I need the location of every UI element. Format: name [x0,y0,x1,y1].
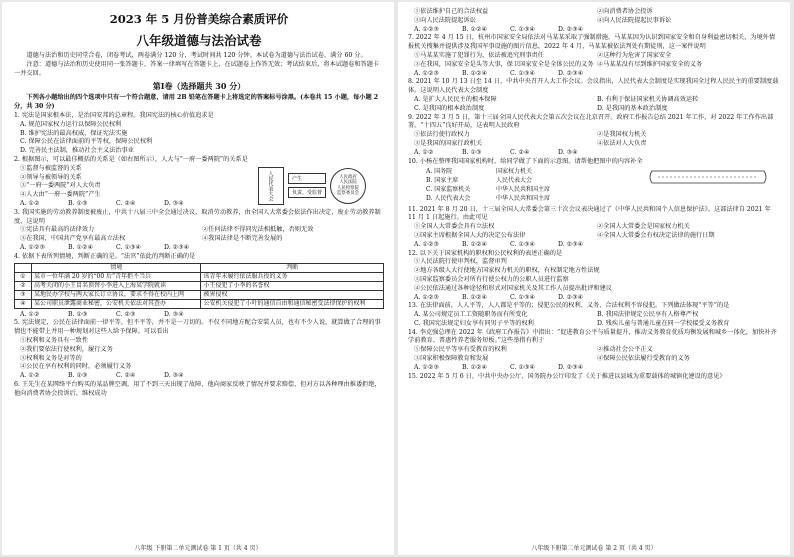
answer-choice: C. ①③④ [510,69,536,77]
question-6 [14,381,384,399]
intro-paragraph-1: 道德与法治和历史同堂合卷，闭卷考试，两卷满分 120 分，考试时间共 120 分钟。本试卷为道德与法治试卷，满分 60 分。 [26,52,367,59]
option: ③国家主席根据全国人大的决定公布法律 [414,231,526,239]
exam-page-right [398,2,790,555]
answer-choice: B. ①②④ [462,25,488,33]
table-cell: ① [15,272,32,281]
answer-choice: C. ②④ [116,199,136,207]
mapping-right: 人民代表大会 [496,177,533,185]
answer-choice: D. ③④ [164,310,184,318]
diagram-organ: 人民法院 [339,180,357,186]
mapping-left: C. 国家监察机关 [426,185,471,193]
scroll-diagram [648,168,768,186]
answer-choice: D. ③④ [164,372,184,380]
option: D. 残疾儿童与普通儿童在同一学校接受义务教育 [597,319,730,327]
question-stem: 12. 以下关于国家机构的职权和公民权利的表述正确的是 [408,249,563,257]
answer-choice: C. ①③④ [510,293,536,301]
question-5 [14,319,384,381]
question-stem: 11. 2021 年 8 月 20 日，十三届全国人大常委会第三十次会议表决通过了《中华人民共和国个人信息保护法》。这部法律自 2021 年 11 月 1 日起施行。由此可见 [408,205,771,222]
table-cell: 某地民办学校与两大家长订立协议，要求不得在校内上网 [32,290,201,299]
diagram-relation-label: 产生 [288,173,326,184]
table-cell: ② [15,281,32,290]
answer-choices [408,294,780,303]
option: D. 是我国的基本政治制度 [597,104,668,112]
option: ④马某某没有尽到维护国家安全的义务 [597,60,703,68]
mapping-left: A. 国务院 [426,168,453,176]
option: ①全国人大常委会具有立法权 [414,223,495,231]
question-6-continued [408,8,780,34]
question-13 [408,302,780,328]
exam-subtitle: 八年级道德与法治试卷 [136,33,262,48]
option: ②我们要依法行使权利，履行义务 [20,345,113,353]
answer-choice: A. ①② [20,199,40,207]
option: A. 某公司规定员工工资随职务而有所变化 [414,311,528,319]
answer-choices [408,364,780,373]
option: C. 保障公民在法律面前的平等权，保障公民权利 [20,138,153,146]
option: C. 是我国的根本政治制度 [414,104,485,112]
table-cell: 该青年未履行依法服兵役的义务 [201,272,384,281]
answer-choices [408,241,780,250]
answer-choice: D. ②③④ [558,69,584,77]
option: ④公民依法通过各种途径和形式对国家机关及其工作人员提出批评和建议 [414,284,612,292]
option: ①保障公民平等享有受教育的权利 [414,346,507,354]
answer-choice: C. ①③④ [510,25,536,33]
option: ④全国人大常委会有权决定法律的施行日期 [597,231,715,239]
mapping-right: 中华人民共和国主席 [496,194,551,202]
option: ③是我国的国家行政机关 [414,139,483,147]
question-12 [408,250,780,303]
answer-choice: B. ①②④ [462,293,488,301]
option: ③国家积极保障教育和发展 [414,355,489,363]
answer-choice: A. ①② [20,310,40,318]
option: ④依法对人大负责 [597,139,647,147]
option: ②任何法律不得同宪法相抵触，否则无效 [202,226,314,234]
table-cell: 某公司职员泄露商业秘密，公安机关依法对其查办 [32,299,201,308]
option: ③在我国，中国共产党享有最高立法权 [20,235,126,243]
answer-choices [14,311,384,320]
option: A. 是扩大人民民主的根本保障 [414,95,497,103]
table-row [15,290,384,299]
option: ②是我国权力机关 [597,131,647,139]
table-cell: ③ [15,290,32,299]
answer-choice: C. ①③④ [510,240,536,248]
option: ①依法维护自己的合法权益 [414,8,489,15]
table-cell: ④ [15,299,32,308]
option: A. 规范国家权力运行以保障公民权利 [20,120,122,128]
page-footer: 八年级 下册第二单元测试卷 第 1 页（共 4 页） [134,545,262,552]
table-header-row [15,263,384,272]
case-table [14,263,384,309]
question-15 [408,373,780,382]
answer-choice: B. ①③ [462,148,482,156]
option: ①权利和义务具有一致性 [20,336,89,344]
option: ①监督与被监督的关系 [20,164,82,172]
question-14 [408,329,780,373]
diagram-organs-circle [330,168,366,204]
answer-choice: A. ①②③ [20,243,46,251]
option: ①马某某实施了犯罪行为，依法被追究刑事责任 [414,51,544,59]
diagram-relations [288,173,326,198]
option: ③权利和义务是对等的 [20,354,82,362]
diagram-organ: 人民检察院 [337,185,359,191]
option: ③在我国，国家安全是头等大事，保卫国家安全是全体公民的义务 [414,60,594,68]
table-cell: 小王侵犯了小李的名誉权 [201,281,384,290]
mapping-right: 中华人民共和国主席 [496,185,551,193]
option: B. 我国法律规定公民享有人格尊严权 [597,311,699,319]
option: ②推动社会公平正义 [597,346,653,354]
table-row [15,281,384,290]
question-stem: 7. 2022 年 4 月 15 日，杭州市国家安全局依法对马某某采取了强制措施，马某某因为认识到国家安全和自身利益密切相关，为境外情报机关搜集并提供涉及我国军事设施的图片信息，2022 年 4 月，马某某被依法判处有期徒刑，这一案件说明 [408,34,776,51]
option: ③国家监察委员会对所有行使公权力的公职人员进行监察 [414,275,569,283]
question-8 [408,78,780,113]
answer-choice: A. ①②③ [414,25,440,33]
question-stem: 14. 李克强总理在 2022 年《政府工作报告》中指出：“促进教育公平与质量提升，推动义务教育优质均衡发展和城乡一体化，加快补齐学前教育、普惠性养老服务短板。”这些举措有利于 [408,328,777,345]
answer-choice: D. ③④ [558,148,578,156]
table-cell: 高考关闭的小王冒名顶替小李进入上海某学院就读 [32,281,201,290]
question-4 [14,253,384,320]
answer-choice: C. ②④ [116,372,136,380]
answer-choice: A. ①② [20,372,40,380]
question-stem: 10. 小杨在整理我国国家机构时，给同学做了下面的示意图。请帮他把图中的内容补全 [408,157,643,165]
answer-choice: D. ②③④ [558,25,584,33]
question-9 [408,114,780,158]
answer-choice: D. ②③④ [164,243,190,251]
option: D. 完善民主法制，推动社会主义法治事业 [20,147,134,155]
option: ①人民法院行使审判权，监督审判 [414,258,507,266]
answer-choice: B. ①②④ [68,243,94,251]
diagram-npc-box: 人民代表大会 [258,167,284,205]
table-cell: 公安机关侵犯了小叶的通信自由和通信秘密受法律保护的权利 [201,299,384,308]
question-stem: 9. 2022 年 3 月 5 日，第十三届全国人民代表大会第五次会议在北京召开。政府工作报告总结 2021 年工作，对 2022 年工作作出部署。“十四五”良好开局，这表明人民政府 [408,113,774,130]
question-stem: 4. 依据下表所列情境，判断正确的是。“法官”依此的判断正确的是 [14,252,196,260]
question-stem: 15. 2022 年 5 月 6 日，中共中央办公厅、国务院办公厅印发了《关于推进以县城为重要载体的城镇化建设的意见》 [408,372,726,380]
mapping-left: D. 人民代表大会 [426,194,471,202]
answer-choice: D. ②③④ [558,363,584,371]
question-stem: 13. 在法律面前，人人平等，人人都是平等的；侵犯公民的权利、义务，合法权利不容侵犯。下列做法体现“平等”的是 [408,302,730,310]
question-stem: 8. 2021 年 10 月 13 日至 14 日，中共中央召开人大工作会议。会议指出，人民代表大会制度是实现我国全过程人民民主的重要制度载体。这说明人民代表大会制度 [408,78,779,95]
answer-choice: D. ②③④ [558,293,584,301]
option: ④公民在享有权利的同时，必须履行义务 [20,363,132,371]
intro-paragraph-2: 注意：道德与法治和历史使用同一张答题卡，答案一律填写在答题卡上，在试题卷上作答无效；考试结束后，将本试题卷和答题卡一并交回。 [14,60,380,77]
answer-choice: A. ①②③ [414,240,440,248]
diagram-organ: 人民政府 [339,174,357,180]
answer-choice: C. ①③④ [116,243,142,251]
option: ②向消费者协会投诉 [597,8,653,15]
exam-page-left [2,2,394,555]
question-2 [14,156,384,209]
question-3 [14,209,384,253]
diagram-organ: 监察委员会 [337,191,359,197]
answer-choice: B. ①③ [68,372,88,380]
answer-choice: A. ①②③ [414,363,440,371]
mapping-left: B. 国家主席 [426,177,459,185]
mapping-row [426,186,780,195]
answer-choice: B. ①②④ [462,240,488,248]
option: ②领导与被领导的关系 [20,173,82,181]
option: ②全国人大常委会是国家权力机关 [597,223,690,231]
answer-choice: C. ②③ [116,310,136,318]
exam-title: 2023 年 5 月份普美综合素质评价 [109,12,289,26]
answer-choice: B. ①③ [68,199,88,207]
question-stem: 5. 宪法规定，公民在法律面前一律平等，但不平等，并不是一刀切的。不仅不同地方配合安装人员，也有不少人说，就算做了合理的事情也不能带上并用一种规划对这些人给予保障。可以看出 [14,319,381,336]
option: B. 有利于保证国家机关协调高效运转 [597,95,699,103]
option: ②这种行为危害了国家安全 [597,51,672,59]
mapping-right: 国家权力机关 [496,168,533,176]
answer-choice: D. ②③④ [558,240,584,248]
option: ③向人民法院提起诉讼 [414,16,476,24]
option: ②地方各级人大行使地方国家权力机关的职权，有权制定地方性法规 [414,267,600,275]
answer-choice: C. ①③④ [510,363,536,371]
answer-choices [408,149,780,158]
question-10 [408,158,780,204]
diagram-relation-label: 负责、受监督 [288,187,326,198]
option: ④向人民法院提起民事诉讼 [597,16,672,24]
answer-choice: C. ②④ [510,148,530,156]
option: ④人大由“一府一委两院”产生 [20,191,101,199]
option: ④我国法律是不断完善发展的 [202,235,283,243]
question-stem: 3. 我国实施的劳动教养制度被废止，中共十八届三中全会通过决议，取消劳动教养，由全国人大常委会依法作出决定，废止劳动教养制度，这说明 [14,208,381,225]
question-11 [408,206,780,250]
question-stem: 6. 王先生在某网络平台购买的某品牌空调，用了不到三天出现了故障，他向商家反映了情况并要求赔偿，但对方以各种理由推诿拒绝，他向消费者协会投诉后，维权成功 [14,380,381,397]
table-header: 判断 [201,263,384,272]
question-stem: 2. 根据图示，可以最佳概括的关系是（如右图所示），人大与“一府一委两院”的关系是 [14,155,248,163]
answer-choices [14,372,384,381]
table-row [15,299,384,308]
answer-choice: A. ①②③ [414,69,440,77]
option: C. 我国宪法规定妇女享有同男子平等的权利 [414,319,534,327]
section-heading: 第Ⅰ卷（选择题共 30 分） [152,81,246,92]
answer-choice: B. ①②④ [462,363,488,371]
table-cell: 被害侵权 [201,290,384,299]
question-1 [14,112,384,156]
option: B. 维护宪法的最高权威，保证宪法实施 [20,129,128,137]
answer-choice: B. ①②④ [462,69,488,77]
option: ③“一府一委两院”对人大负责 [20,182,101,190]
table-row [15,272,384,281]
option: ④保障公民依法履行受教育的义务 [597,355,690,363]
question-stem: 1. 宪法是国家根本法，是治国安邦的总章程。我国宪法的核心价值追求是 [14,111,214,119]
table-cell: 某市一位年满 20 岁的“00 后”青年拒不当兵 [32,272,201,281]
table-header [15,263,32,272]
page-footer: 八年级下册第二单元测试卷 第 2 页（共 4 页） [531,545,657,552]
section-instructions: 下列各小题给出的四个选项中只有一个符合题意，请用 2B 铅笔在答题卡上将选定的答案标号涂黑。(本卷共 15 小题，每小题 2 分，共 30 分) [14,94,379,111]
answer-choice: A. ①②③ [414,293,440,301]
question-7 [408,34,780,78]
option: ①依法行使行政权力 [414,131,470,139]
institution-diagram [258,167,378,205]
table-header: 情境 [32,263,201,272]
answer-choice: B. ①③ [68,310,88,318]
option: ①宪法具有最高的法律效力 [20,226,95,234]
answer-choices [14,200,254,209]
answer-choice: D. ③④ [164,199,184,207]
mapping-row [426,195,780,204]
answer-choice: A. ①② [414,148,434,156]
answer-choices [14,244,384,253]
